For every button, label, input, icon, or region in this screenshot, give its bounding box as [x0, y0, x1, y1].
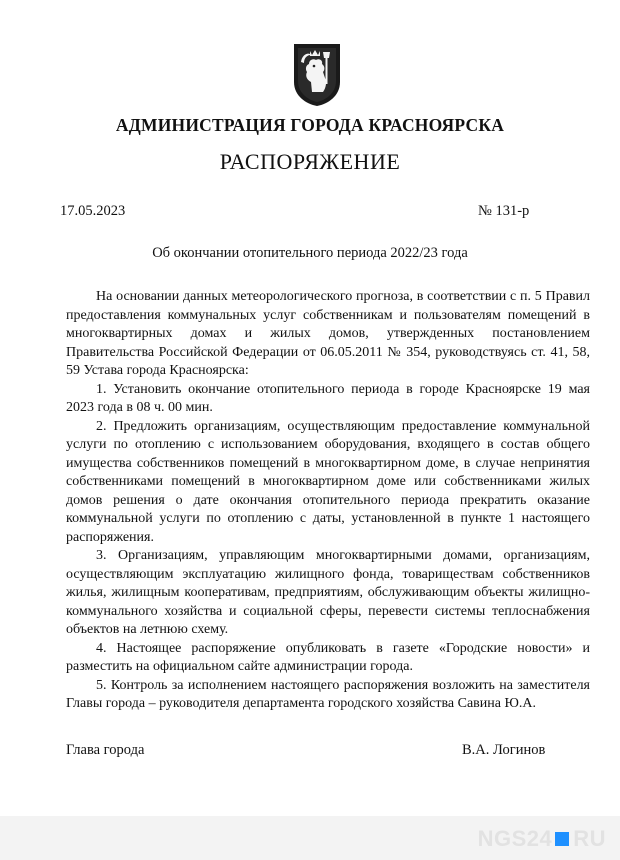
organization-name: АДМИНИСТРАЦИЯ ГОРОДА КРАСНОЯРСКА [115, 115, 505, 135]
signatory-title: Глава города [66, 742, 145, 758]
document-type-heading: РАСПОРЯЖЕНИЕ [219, 149, 401, 174]
body-paragraph-preamble: На основании данных метеорологического прогноза, в соответствии с п. 5 Правил предоставления коммунальных услуг собственникам и пользователям помещений в многоквартирных домах и жилых домов, утвержденных постановлением Правительства Российской Федерации от 06.05.2011 № 354, руководствуясь ст. 41, 58, 59 Устава города Красноярска: [66, 289, 590, 378]
body-paragraph-item-1: 1. Установить окончание отопительного периода в городе Красноярске 19 мая 2023 года в 08 ч. 00 мин. [66, 381, 590, 415]
body-paragraph-item-2: 2. Предложить организациям, осуществляющим предоставление коммунальной услуги по отоплению с использованием оборудования, входящего в состав общего имущества собственников помещений в многоквартирном доме, в случае непринятия собственниками помещений в многоквартирном доме или собственниками жилых домов решения о дате окончания отопительного периода прекратить оказание коммунальной услуги по отоплению с даты, установленной в пункте 1 настоящего распоряжения. [66, 418, 590, 545]
document-subject: Об окончании отопительного периода 2022/23 года [152, 245, 468, 261]
watermark-domain-text: RU [573, 826, 606, 851]
krasnoyarsk-coat-of-arms-icon [292, 42, 342, 108]
body-paragraph-item-4: 4. Настоящее распоряжение опубликовать в газете «Городские новости» и разместить на официальном сайте администрации города. [66, 640, 590, 674]
body-paragraph-item-5: 5. Контроль за исполнением настоящего распоряжения возложить на заместителя Главы города – руководителя департамента городского хозяйства Савина Ю.А. [66, 677, 590, 711]
watermark-square-icon [555, 832, 569, 846]
document-date: 17.05.2023 [60, 203, 126, 219]
body-paragraph-item-3: 3. Организациям, управляющим многоквартирными домами, организациям, осуществляющим эксплуатацию жилищного фонда, товариществам собственников жилья, жилищным кооперативам, предприятиям, обслуживающим объекты жилищно-коммунального хозяйства и социальной сферы, перевести системы теплоснабжения объектов на летнюю схему. [66, 548, 590, 637]
watermark-brand-text: NGS24 [477, 826, 553, 851]
ngs24-watermark [478, 826, 606, 852]
signatory-name: В.А. Логинов [462, 742, 546, 758]
document-number: № 131-р [478, 203, 530, 219]
document-body [66, 288, 590, 714]
